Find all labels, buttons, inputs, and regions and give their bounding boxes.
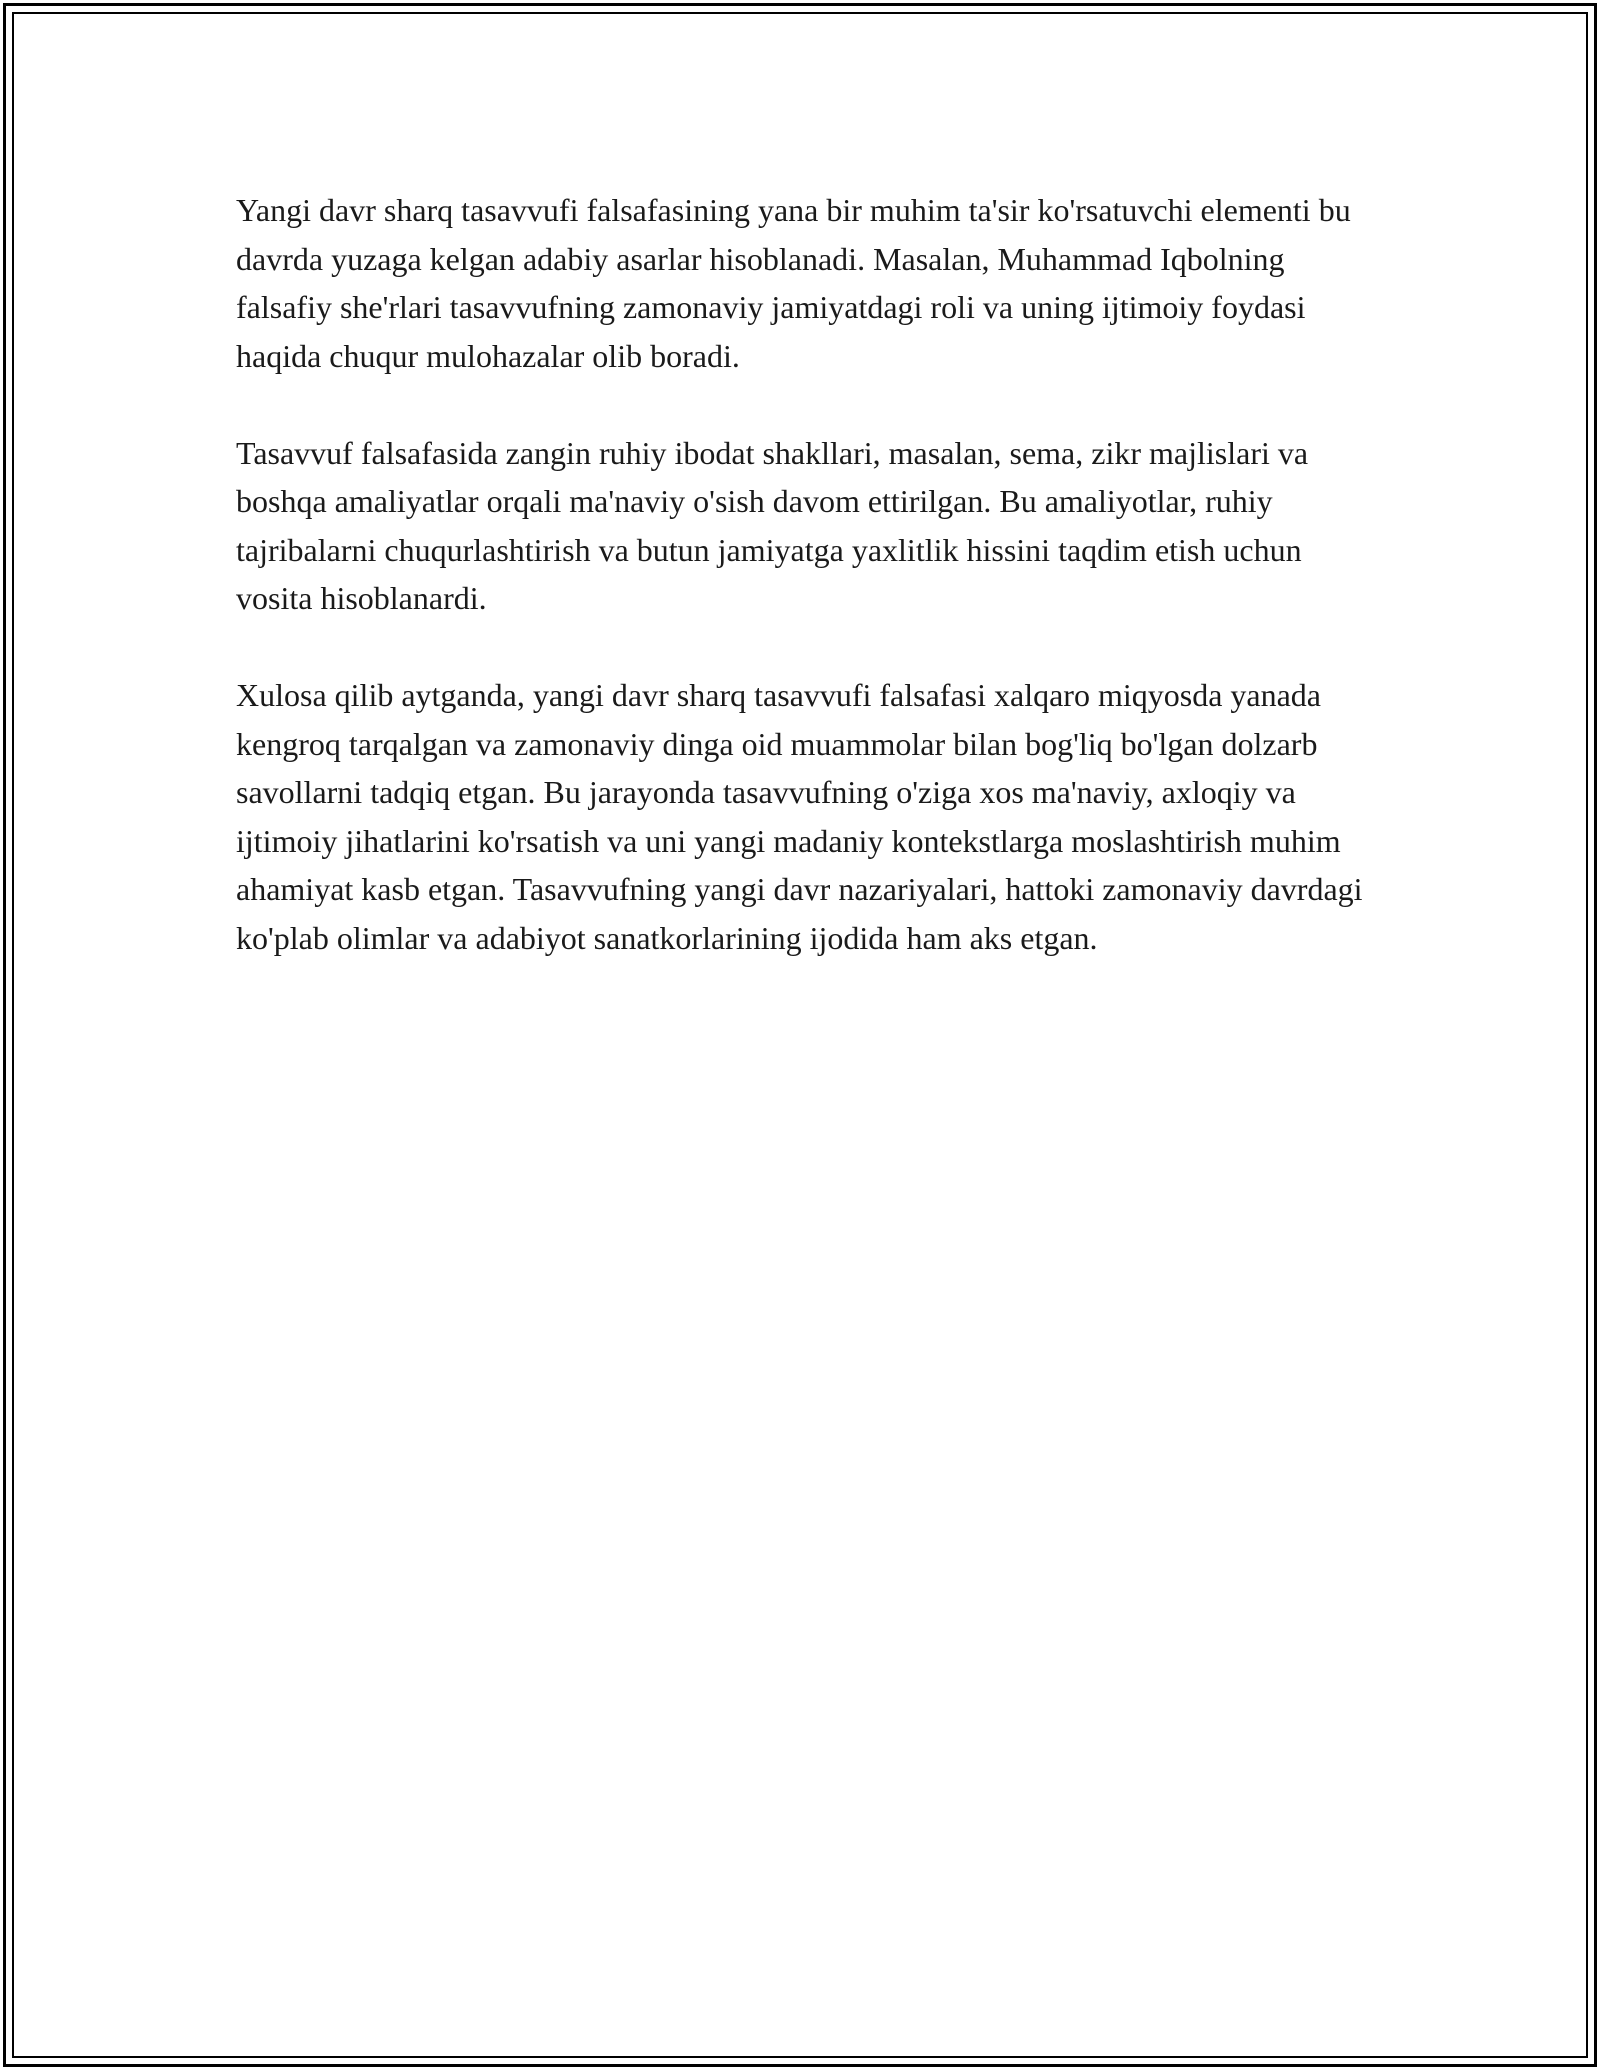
- paragraph-2: Tasavvuf falsafasida zangin ruhiy ibodat shakllari, masalan, sema, zikr majlislari va boshqa amaliyatlar orqali ma'naviy o'sish davom ettirilgan. Bu amaliyotlar, ruhiy tajribalarni chuqurlashtirish va butun jamiyatga yaxlitlik hissini taqdim etish uchun vosita hisoblanardi.: [236, 434, 1309, 616]
- paragraph-3: Xulosa qilib aytganda, yangi davr sharq tasavvufi falsafasi xalqaro miqyosda yanada kengroq tarqalgan va zamonaviy dinga oid muammolar bilan bog'liq bo'lgan dolzarb savollarni tadqiq etgan. Bu jarayonda tasavvufning o'ziga xos ma'naviy, axloqiy va ijtimoiy jihatlarini ko'rsatish va uni yangi madaniy kontekstlarga moslashtirish muhim ahamiyat kasb etgan. Tasavvufning yangi davr nazariyalari, hattoki zamonaviy davrdagi ko'plab olimlar va adabiyot sanatkorlarining ijodida ham aks etgan.: [236, 677, 1363, 956]
- document-body: [236, 186, 1376, 1011]
- paragraph-1: Yangi davr sharq tasavvufi falsafasining yana bir muhim ta'sir ko'rsatuvchi elementi bu davrda yuzaga kelgan adabiy asarlar hisoblanadi. Masalan, Muhammad Iqbolning falsafiy she'rlari tasavvufning zamonaviy jamiyatdagi roli va uning ijtimoiy foydasi haqida chuqur mulohazalar olib boradi.: [236, 192, 1351, 374]
